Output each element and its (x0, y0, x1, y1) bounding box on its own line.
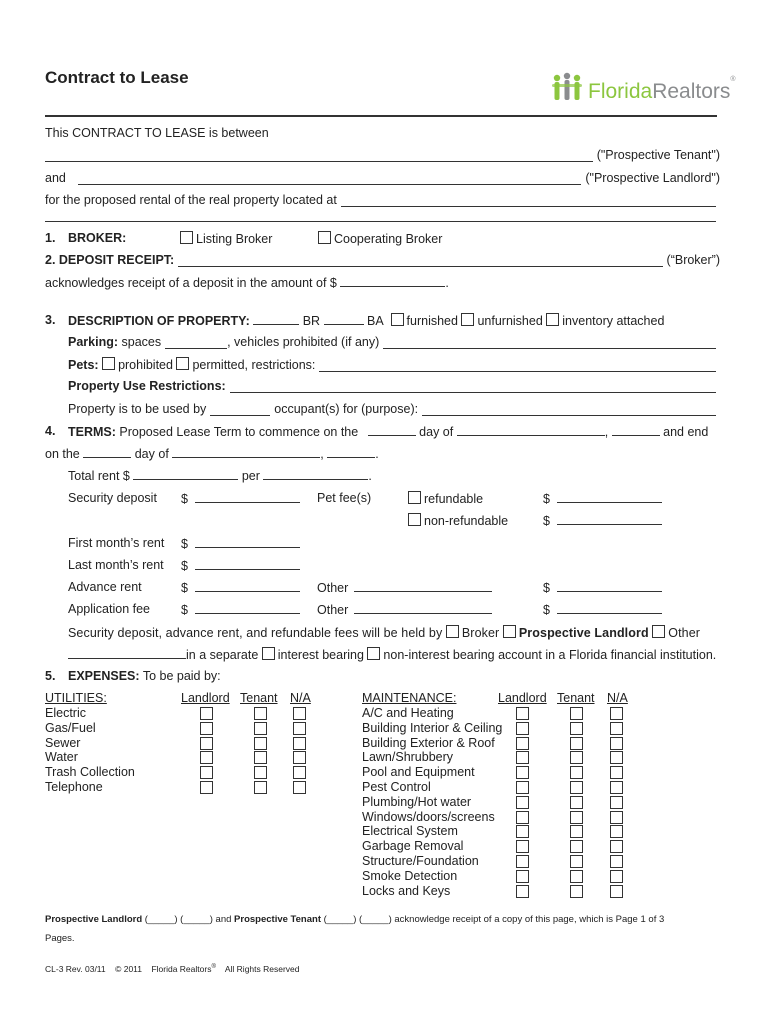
expenses-num: 5. (45, 669, 56, 683)
tenant-label: ("Prospective Tenant") (596, 148, 720, 162)
start-month-field[interactable] (457, 424, 605, 436)
utilities-na-checkbox[interactable] (293, 751, 306, 764)
other-fee2-label-field[interactable] (354, 602, 492, 614)
security-deposit-label: Security deposit (68, 491, 157, 505)
rental-location-label: for the proposed rental of the real property located at (45, 193, 337, 207)
advance-rent-label: Advance rent (68, 580, 142, 594)
pets-permitted-checkbox[interactable] (176, 357, 189, 370)
pet-fee-nonrefundable-field[interactable] (557, 513, 662, 525)
utilities-na-checkbox[interactable] (293, 722, 306, 735)
listing-broker-checkbox[interactable] (180, 231, 193, 244)
maintenance-item-label: A/C and Heating (362, 706, 454, 720)
held-other-checkbox[interactable] (652, 625, 665, 638)
pet-fee-refundable-checkbox[interactable] (408, 491, 421, 504)
maintenance-landlord-checkbox[interactable] (516, 781, 529, 794)
pets-prohibited-option[interactable]: prohibited (102, 357, 173, 372)
maintenance-na-checkbox[interactable] (610, 766, 623, 779)
maintenance-landlord-header: Landlord (498, 691, 547, 705)
deposit-amount-field[interactable] (340, 275, 445, 287)
property-address-field[interactable] (341, 195, 716, 207)
cooperating-broker-option[interactable]: Cooperating Broker (318, 231, 442, 246)
page-title: Contract to Lease (45, 68, 189, 87)
maintenance-landlord-checkbox[interactable] (516, 840, 529, 853)
maintenance-item-label: Locks and Keys (362, 883, 451, 898)
maintenance-na-checkbox[interactable] (610, 855, 623, 868)
utilities-tenant-checkbox[interactable] (254, 766, 267, 779)
maintenance-landlord-checkbox[interactable] (516, 825, 529, 838)
advance-rent-field[interactable] (195, 580, 300, 592)
utilities-tenant-checkbox[interactable] (254, 751, 267, 764)
maintenance-na-checkbox[interactable] (610, 840, 623, 853)
end-year-field[interactable] (327, 446, 375, 458)
florida-realtors-logo: Florida Realtors ® (550, 72, 736, 104)
people-logo-icon (550, 72, 586, 104)
utilities-landlord-header: Landlord (181, 691, 230, 705)
interest-bearing-checkbox[interactable] (262, 647, 275, 660)
utilities-item-label: Sewer (45, 735, 81, 750)
property-line: DESCRIPTION OF PROPERTY: BR BA furnished unfurnished inventory attached (68, 314, 665, 328)
utilities-landlord-checkbox[interactable] (200, 722, 213, 735)
maintenance-na-checkbox[interactable] (610, 722, 623, 735)
utilities-tenant-header: Tenant (240, 691, 278, 705)
maintenance-na-checkbox[interactable] (610, 796, 623, 809)
terms-num: 4. (45, 424, 56, 438)
total-rent-line: Total rent $ per . (68, 469, 372, 483)
maintenance-tenant-checkbox[interactable] (570, 707, 583, 720)
maintenance-tenant-checkbox[interactable] (570, 825, 583, 838)
held-broker-checkbox[interactable] (446, 625, 459, 638)
utilities-header: UTILITIES: (45, 691, 107, 705)
furnished-option[interactable]: furnished (391, 314, 458, 328)
utilities-landlord-checkbox[interactable] (200, 781, 213, 794)
landlord-label: ("Prospective Landlord") (585, 171, 720, 185)
maintenance-item-label: Building Interior & Ceiling (362, 720, 503, 735)
maintenance-tenant-checkbox[interactable] (570, 796, 583, 809)
held-landlord-option[interactable]: Prospective Landlord (503, 626, 649, 640)
utilities-item-label: Electric (45, 706, 86, 720)
bathrooms-field[interactable] (324, 313, 364, 325)
maintenance-landlord-checkbox[interactable] (516, 870, 529, 883)
cooperating-broker-checkbox[interactable] (318, 231, 331, 244)
maintenance-tenant-checkbox[interactable] (570, 766, 583, 779)
pet-fee-nonrefundable-option[interactable]: non-refundable (408, 513, 508, 528)
other-fee2-field[interactable] (557, 602, 662, 614)
use-restrictions-field[interactable] (230, 381, 716, 393)
maintenance-na-checkbox[interactable] (610, 781, 623, 794)
maintenance-item-label: Plumbing/Hot water (362, 794, 472, 809)
utilities-landlord-checkbox[interactable] (200, 707, 213, 720)
unfurnished-checkbox[interactable] (461, 313, 474, 326)
last-month-field[interactable] (195, 558, 300, 570)
intro-between: This CONTRACT TO LEASE is between (45, 126, 269, 140)
pet-restrictions-field[interactable] (319, 360, 716, 372)
page-ack-line: Prospective Landlord (_____) (_____) and Prospective Tenant (_____) (_____) acknowledge receipt of a copy of this page, which is Page 1 of 3 (45, 914, 665, 925)
utilities-na-checkbox[interactable] (293, 707, 306, 720)
broker-name-field[interactable] (178, 255, 662, 267)
interest-bearing-option[interactable]: interest bearing (262, 648, 364, 662)
maintenance-na-checkbox[interactable] (610, 751, 623, 764)
maintenance-tenant-checkbox[interactable] (570, 737, 583, 750)
and-label: and (45, 171, 66, 185)
maintenance-landlord-checkbox[interactable] (516, 766, 529, 779)
maintenance-tenant-header: Tenant (557, 691, 595, 705)
non-interest-option[interactable]: non-interest bearing account in a Florida financial institution. (367, 648, 716, 662)
furnished-checkbox[interactable] (391, 313, 404, 326)
property-num: 3. (45, 313, 56, 327)
start-day-field[interactable] (368, 424, 416, 436)
total-rent-field[interactable] (133, 468, 238, 480)
maintenance-na-checkbox[interactable] (610, 737, 623, 750)
maintenance-tenant-checkbox[interactable] (570, 885, 583, 898)
other-holder-field[interactable] (68, 647, 186, 659)
broker-label: BROKER: (68, 231, 127, 245)
utilities-tenant-checkbox[interactable] (254, 781, 267, 794)
utilities-tenant-checkbox[interactable] (254, 722, 267, 735)
maintenance-landlord-checkbox[interactable] (516, 737, 529, 750)
maintenance-na-header: N/A (607, 691, 628, 705)
ack-pages: Pages. (45, 933, 75, 944)
maintenance-landlord-checkbox[interactable] (516, 751, 529, 764)
application-fee-field[interactable] (195, 602, 300, 614)
maintenance-item-label: Smoke Detection (362, 868, 458, 883)
maintenance-landlord-checkbox[interactable] (516, 707, 529, 720)
maintenance-item-label: Garbage Removal (362, 839, 464, 854)
broker-num: 1. (45, 231, 56, 245)
maintenance-landlord-checkbox[interactable] (516, 885, 529, 898)
maintenance-landlord-checkbox[interactable] (516, 722, 529, 735)
maintenance-na-checkbox[interactable] (610, 870, 623, 883)
security-deposit-field[interactable] (195, 491, 300, 503)
utilities-item-label: Telephone (45, 780, 103, 794)
utilities-item-label: Gas/Fuel (45, 720, 96, 735)
maintenance-tenant-checkbox[interactable] (570, 751, 583, 764)
utilities-landlord-checkbox[interactable] (200, 766, 213, 779)
maintenance-landlord-checkbox[interactable] (516, 796, 529, 809)
maintenance-item-label: Building Exterior & Roof (362, 735, 495, 750)
maintenance-na-checkbox[interactable] (610, 885, 623, 898)
form-footer: CL-3 Rev. 03/11 © 2011 Florida Realtors® All Rights Reserved (45, 964, 300, 974)
application-fee-label: Application fee (68, 602, 151, 616)
utilities-item-label: Water (45, 750, 78, 765)
maintenance-header: MAINTENANCE: (362, 691, 457, 705)
parking-spaces-field[interactable] (165, 337, 227, 349)
rent-period-field[interactable] (263, 468, 368, 480)
contract-page: Contract to Lease Florida Realtors ® This CONTRACT TO LEASE is between ("Prospective Tenant") and ("Prospective Landlord") for the proposed rental of the real property located at 1. BROKER: Listing Broker Cooperating Broker 2. DEPOSIT RECEIPT: (“Broker”) acknowledges receipt of a deposit in the amount of $ . 3. DESCRIPTION OF PROPERTY: BR BA furnished unfurnished inventory attached Parking: spaces , vehicles prohibited (if any) Pets: prohibited permitted, restrictions: Property Use Restrictions: Property is to be used by occupant(s) for (purpose): 4. TERMS: Proposed Lease Term to commence on the day of , and end on the day of , . Total rent $ per . Security deposit $ Pet fee(s) refundable $ non-refundable $ First month’s rent $ Last month’s rent $ Advance rent $ Other $ Application fee $ Other $ Security deposit, advance rent, and refundable fees will be held by Broker Prospective Landlord Other in a separate interest bearing non-interest bearing account in a Florida financial institution. 5. EXPENSES: To be paid by: UTILITIES: Landlord Tenant N/A MAINTENANCE: Landlord Tenant N/A Prospective Landlord (_____) (_____) and Prospective Tenant (_____) (_____) acknowledge receipt of a copy of this page, which is Page 1 of 3 Pages. CL-3 Rev. 03/11 © 2011 Florida Realtors® All Rights Reserved Electric Gas/Fuel Sewer Water Trash Collection Telephone A/C and Heating Building Interior & Ceiling Building Exterior & Roof Lawn/Shrubbery Pool and Equipment Pest Control Plumbing/Hot water Windows/doors/screens Electrical System Garbage Removal Structure/Foundation Smoke Detection Locks and Keys (45, 68, 736, 974)
used-by-label: Property is to be used by (68, 402, 207, 416)
property-address-line2-field[interactable] (45, 210, 716, 222)
utilities-na-checkbox[interactable] (293, 781, 306, 794)
maintenance-landlord-checkbox[interactable] (516, 811, 529, 824)
deposit-amount-line: acknowledges receipt of a deposit in the amount of $ . (45, 276, 449, 290)
utilities-tenant-checkbox[interactable] (254, 707, 267, 720)
use-restrictions-label: Property Use Restrictions: (68, 379, 226, 393)
tenant-name-field[interactable] (45, 150, 593, 162)
other-fee1-field[interactable] (557, 580, 662, 592)
utilities-na-checkbox[interactable] (293, 766, 306, 779)
maintenance-na-checkbox[interactable] (610, 707, 623, 720)
broker-paren-label: (“Broker”) (666, 253, 720, 267)
maintenance-tenant-checkbox[interactable] (570, 840, 583, 853)
utilities-landlord-checkbox[interactable] (200, 751, 213, 764)
held-by-line: Security deposit, advance rent, and refundable fees will be held by Broker Prospective Landlord Other (68, 626, 701, 640)
pet-fee-nonrefundable-checkbox[interactable] (408, 513, 421, 526)
maintenance-na-checkbox[interactable] (610, 811, 623, 824)
start-year-field[interactable] (612, 424, 660, 436)
maintenance-tenant-checkbox[interactable] (570, 722, 583, 735)
pet-fee-refundable-field[interactable] (557, 491, 662, 503)
occupants-count-field[interactable] (210, 404, 270, 416)
end-day-field[interactable] (83, 446, 131, 458)
end-month-field[interactable] (172, 446, 320, 458)
pets-prohibited-checkbox[interactable] (102, 357, 115, 370)
held-other-option[interactable]: Other (652, 626, 700, 640)
first-month-label: First month’s rent (68, 536, 165, 550)
other-fee1-label-field[interactable] (354, 580, 492, 592)
maintenance-item-label: Lawn/Shrubbery (362, 750, 454, 765)
utilities-landlord-checkbox[interactable] (200, 737, 213, 750)
purpose-field[interactable] (422, 404, 716, 416)
expenses-heading: EXPENSES: To be paid by: (68, 669, 221, 683)
held-broker-option[interactable]: Broker (446, 626, 499, 640)
maintenance-tenant-checkbox[interactable] (570, 811, 583, 824)
pets-permitted-option[interactable]: permitted, restrictions: (176, 357, 315, 372)
header-rule (45, 115, 717, 117)
account-type-line: in a separate interest bearing non-interest bearing account in a Florida financial institution. (68, 647, 716, 662)
maintenance-tenant-checkbox[interactable] (570, 781, 583, 794)
terms-commence-line: TERMS: Proposed Lease Term to commence on the day of , and end (68, 425, 709, 439)
parking-label: Parking: (68, 335, 119, 349)
vehicles-prohibited-field[interactable] (383, 337, 716, 349)
maintenance-item-label: Pest Control (362, 780, 431, 794)
utilities-tenant-checkbox[interactable] (254, 737, 267, 750)
listing-broker-option[interactable]: Listing Broker (180, 231, 272, 246)
terms-end-line: on the day of , . (45, 447, 379, 461)
maintenance-na-checkbox[interactable] (610, 825, 623, 838)
maintenance-item-label: Structure/Foundation (362, 854, 479, 868)
maintenance-item-label: Pool and Equipment (362, 765, 475, 780)
utilities-na-header: N/A (290, 691, 311, 705)
bedrooms-field[interactable] (253, 313, 299, 325)
unfurnished-option[interactable]: unfurnished (461, 314, 542, 328)
maintenance-item-label: Windows/doors/screens (362, 809, 495, 824)
utilities-na-checkbox[interactable] (293, 737, 306, 750)
deposit-receipt-label: 2. DEPOSIT RECEIPT: (45, 253, 175, 267)
pets-label: Pets: (68, 358, 99, 372)
first-month-field[interactable] (195, 536, 300, 548)
landlord-name-field[interactable] (78, 173, 582, 185)
pet-fees-label: Pet fee(s) (317, 491, 372, 505)
last-month-label: Last month’s rent (68, 558, 164, 572)
pet-fee-refundable-option[interactable]: refundable (408, 491, 483, 506)
maintenance-tenant-checkbox[interactable] (570, 855, 583, 868)
maintenance-tenant-checkbox[interactable] (570, 870, 583, 883)
utilities-item-label: Trash Collection (45, 765, 135, 780)
held-landlord-checkbox[interactable] (503, 625, 516, 638)
inventory-checkbox[interactable] (546, 313, 559, 326)
maintenance-landlord-checkbox[interactable] (516, 855, 529, 868)
inventory-option[interactable]: inventory attached (546, 314, 664, 328)
non-interest-checkbox[interactable] (367, 647, 380, 660)
maintenance-item-label: Electrical System (362, 824, 458, 839)
